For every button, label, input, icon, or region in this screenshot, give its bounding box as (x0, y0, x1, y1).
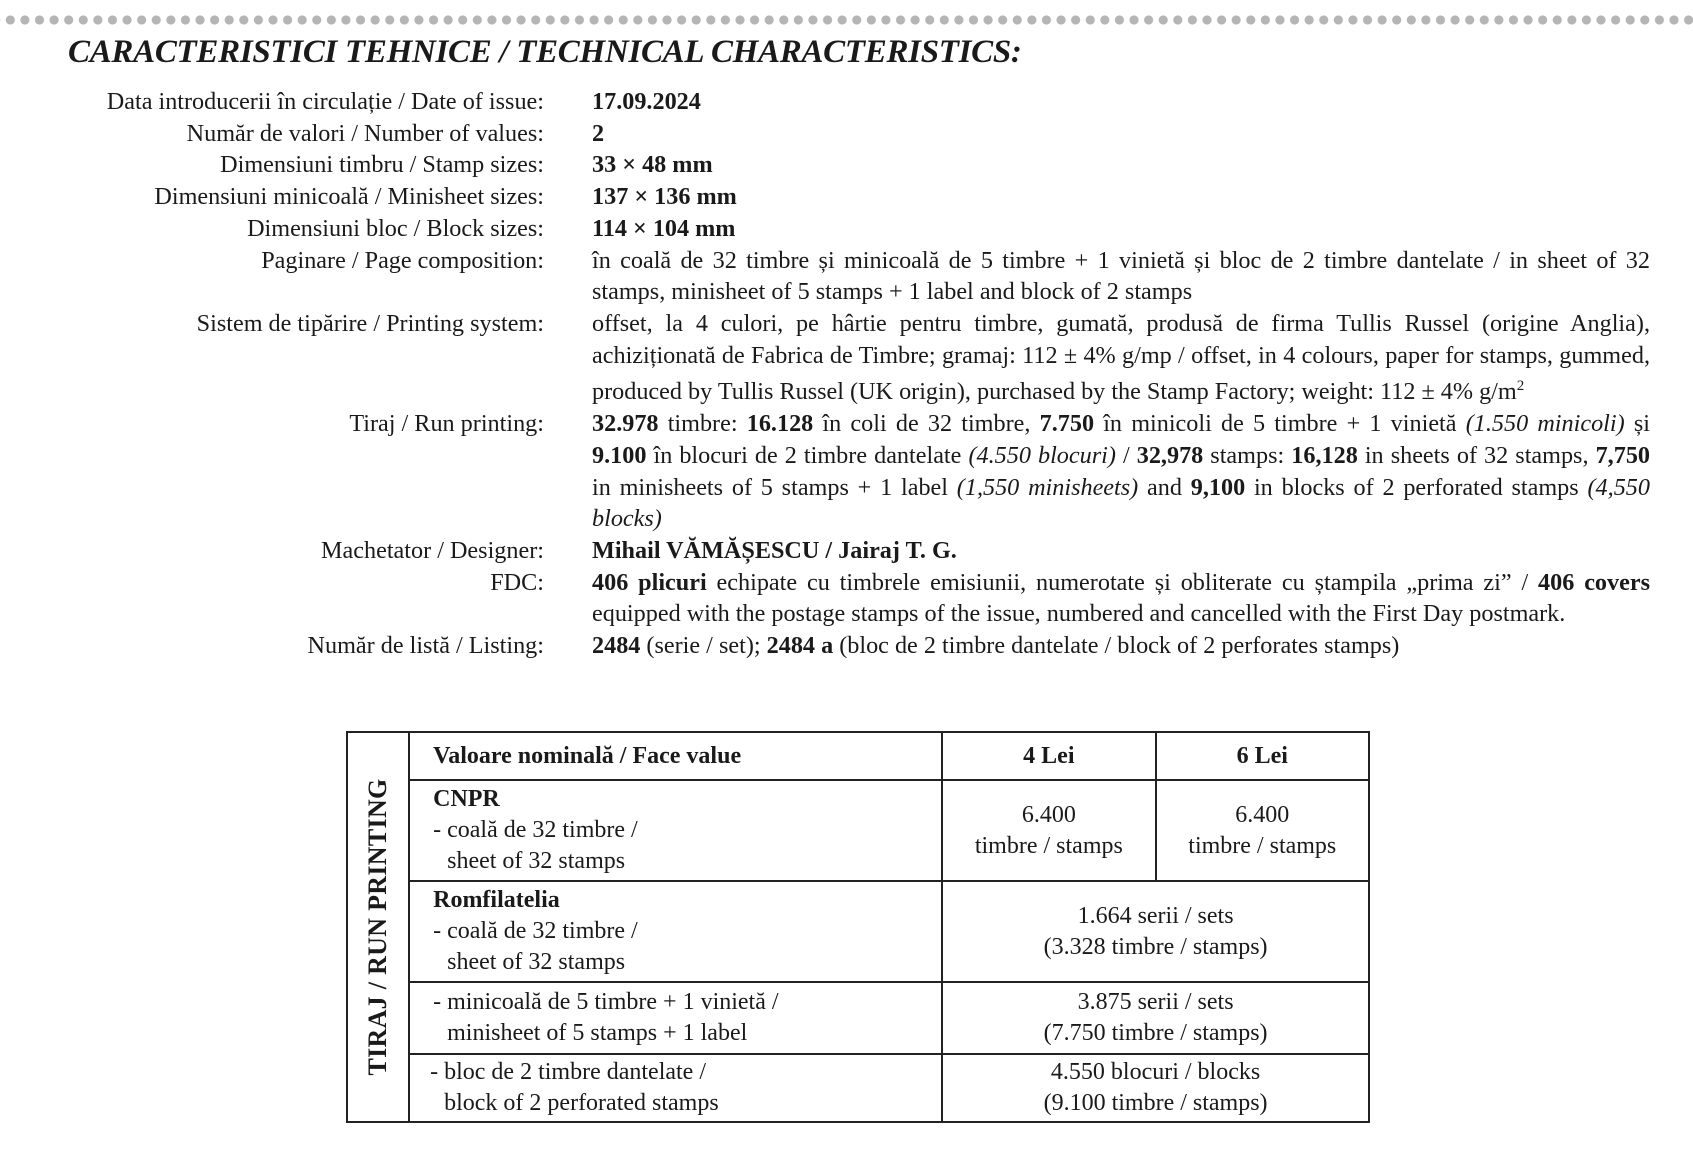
minisheet-line1: - minicoală de 5 timbre + 1 vinietă / (433, 989, 779, 1015)
spec-label: Dimensiuni minicoală / Minisheet sizes: (154, 183, 544, 211)
cnpr-4-lei-count: 6.400 (1021, 801, 1076, 828)
spec-block-size (62, 213, 1652, 245)
spec-value (592, 408, 1650, 535)
spec-listing (62, 630, 1652, 662)
table-row (347, 982, 1369, 1054)
spec-fdc (62, 567, 1652, 630)
cnpr-6-lei-count: 6.400 (1235, 801, 1290, 828)
section-title: CARACTERISTICI TEHNICE / TECHNICAL CHARACTERISTICS: (68, 34, 1022, 70)
cnpr-4-lei-unit: timbre / stamps (974, 832, 1123, 859)
romfilatelia-sets: 1.664 serii / sets (1077, 902, 1234, 929)
superscript-two: 2 (1516, 378, 1525, 395)
run-text: în minicoli de 5 timbre + 1 vinietă (1094, 410, 1466, 438)
minisheet-value-cell (942, 982, 1369, 1054)
spec-label: Machetator / Designer: (321, 536, 544, 564)
face-value-header: Valoare nominală / Face value (409, 732, 942, 780)
value-4-lei-header: 4 Lei (942, 732, 1155, 780)
run-note: (1.550 minicoli) (1465, 410, 1625, 438)
run-note: (1,550 minisheets) (956, 473, 1139, 501)
spec-value: 33 × 48 mm (592, 151, 713, 179)
fdc-text: equipped with the postage stamps of the issue, numbered and cancelled with the First Day postmark. (592, 600, 1566, 628)
spec-label: Dimensiuni bloc / Block sizes: (247, 214, 544, 242)
run-text: stamps: (1203, 441, 1292, 469)
minisheet-stamps: (7.750 timbre / stamps) (1043, 1020, 1268, 1046)
spec-printing-system (62, 308, 1652, 408)
run-text: timbre: (658, 410, 747, 438)
romfilatelia-line1: - coală de 32 timbre / (433, 918, 638, 944)
minisheet-sets: 3.875 serii / sets (1077, 989, 1234, 1015)
romfilatelia-name: Romfilatelia (433, 887, 560, 913)
run-text: și (1624, 410, 1650, 438)
run-minisheets-en: 7,750 (1595, 441, 1650, 469)
value-6-lei-header: 6 Lei (1156, 732, 1369, 780)
listing-number-block: 2484 a (766, 632, 834, 660)
block-count: 4.550 blocuri / blocks (1050, 1059, 1261, 1085)
fdc-text: echipate cu timbrele emisiunii, numerotate și obliterate cu ștampila „prima zi” / (706, 568, 1539, 596)
romfilatelia-cell (409, 881, 942, 982)
block-cell (409, 1054, 942, 1122)
run-text: in blocks of 2 perforated stamps (1245, 473, 1588, 501)
spec-value (592, 567, 1650, 630)
spec-value (592, 630, 1650, 662)
side-label: TIRAJ / RUN PRINTING (363, 778, 393, 1076)
fdc-count-en: 406 covers (1538, 568, 1650, 596)
cnpr-6-lei-cell (1156, 780, 1369, 881)
spec-run-printing (62, 408, 1652, 535)
cnpr-name: CNPR (433, 786, 500, 812)
block-line1: - bloc de 2 timbre dantelate / (430, 1059, 707, 1085)
printing-system-text: offset, la 4 culori, pe hârtie pentru timbre, gumată, produsă de firma Tullis Russel (origine Anglia), achiziționată de Fabrica de Timbre; gramaj: 112 ± 4% g/mp / offset, in 4 colours, paper for stamps, gummed, produced by Tullis Russel (UK origin), purchased by the Stamp Factory; weight: 112 ± 4% g/m (592, 309, 1650, 406)
run-sheets-en: 16,128 (1291, 441, 1358, 469)
spec-label: FDC: (490, 568, 544, 596)
listing-text: (bloc de 2 timbre dantelate / block of 2 perforates stamps) (833, 632, 1400, 660)
print-run-table (346, 731, 1370, 1123)
run-text: and (1138, 473, 1191, 501)
listing-text: (serie / set); (640, 632, 767, 660)
cnpr-line2: sheet of 32 stamps (447, 848, 626, 874)
spec-value (592, 308, 1650, 408)
listing-number: 2484 (592, 632, 641, 660)
fdc-count-ro: 406 plicuri (592, 568, 707, 596)
run-note: (4.550 blocuri) (968, 441, 1116, 469)
spec-designer (62, 535, 1652, 567)
run-blocks-ro: 9.100 (592, 441, 647, 469)
spec-label: Număr de valori / Number of values: (186, 119, 544, 147)
run-note: (4,550 blocks) (592, 473, 1650, 533)
side-label-cell (347, 732, 409, 1122)
specs-list (62, 86, 1652, 662)
romfilatelia-line2: sheet of 32 stamps (447, 949, 626, 975)
spec-label: Număr de listă / Listing: (307, 632, 544, 660)
run-text: / (1115, 441, 1137, 469)
spec-issue-date (62, 86, 1652, 118)
run-blocks-en: 9,100 (1190, 473, 1246, 501)
spec-stamp-size (62, 149, 1652, 181)
spec-minisheet-size (62, 181, 1652, 213)
minisheet-line2: minisheet of 5 stamps + 1 label (447, 1020, 748, 1046)
run-minisheets-ro: 7.750 (1039, 410, 1095, 438)
dotted-border (0, 13, 1693, 27)
spec-value: Mihail VĂMĂȘESCU / Jairaj T. G. (592, 536, 957, 564)
spec-label: Paginare / Page composition: (261, 246, 544, 274)
romfilatelia-value-cell (942, 881, 1369, 982)
spec-value: în coală de 32 timbre și minicoală de 5 timbre + 1 vinietă și bloc de 2 timbre dantelate / in sheet of 32 stamps, minisheet of 5 stamps + 1 label and block of 2 stamps (592, 246, 1650, 306)
spec-label: Data introducerii în circulație / Date of issue: (106, 88, 544, 115)
spec-value: 2 (592, 119, 605, 147)
cnpr-line1: - coală de 32 timbre / (433, 817, 638, 843)
spec-page-composition (62, 245, 1652, 308)
spec-value: 114 × 104 mm (592, 214, 736, 242)
minisheet-cell (409, 982, 942, 1054)
run-text: in sheets of 32 stamps, (1357, 441, 1596, 469)
spec-num-values (62, 118, 1652, 150)
run-text: în blocuri de 2 timbre dantelate (646, 441, 969, 469)
spec-label: Dimensiuni timbru / Stamp sizes: (220, 151, 544, 179)
run-text: în coli de 32 timbre, (813, 410, 1040, 438)
block-line2: block of 2 perforated stamps (444, 1090, 719, 1116)
spec-value: 137 × 136 mm (592, 183, 737, 211)
block-stamps: (9.100 timbre / stamps) (1043, 1090, 1268, 1116)
cnpr-cell (409, 780, 942, 881)
run-text: in minisheets of 5 stamps + 1 label (592, 473, 957, 501)
spec-value: 17.09.2024 (592, 88, 701, 115)
run-total-en: 32,978 (1136, 441, 1204, 469)
run-sheets-ro: 16.128 (746, 410, 814, 438)
table-row (347, 881, 1369, 982)
spec-label: Sistem de tipărire / Printing system: (196, 309, 544, 337)
table-row (347, 1054, 1369, 1122)
cnpr-6-lei-unit: timbre / stamps (1188, 832, 1337, 859)
run-total-ro: 32.978 (592, 410, 659, 438)
table-row (347, 732, 1369, 780)
cnpr-4-lei-cell (942, 780, 1155, 881)
table-row (347, 780, 1369, 881)
romfilatelia-stamps: (3.328 timbre / stamps) (1043, 933, 1268, 960)
spec-label: Tiraj / Run printing: (349, 410, 544, 438)
block-value-cell (942, 1054, 1369, 1122)
